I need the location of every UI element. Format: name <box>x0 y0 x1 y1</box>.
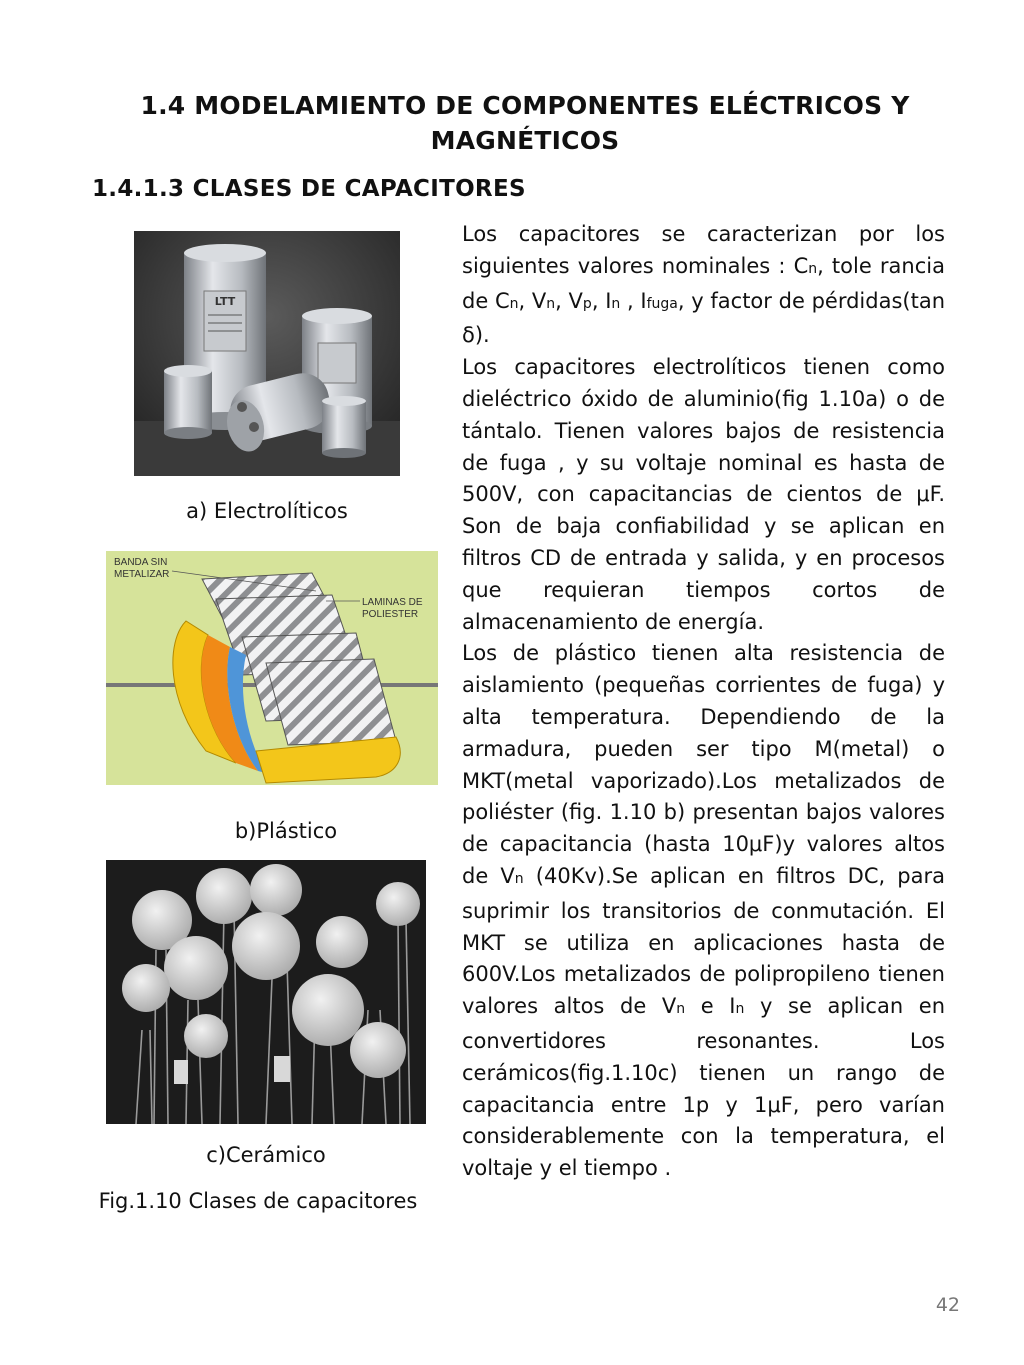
text-run: , V <box>555 288 583 313</box>
text-run: Los de plástico tienen alta resistencia de aislamiento (pequeñas corrientes de fuga) y alta temperatura. Dependiendo de la armadura, pueden ser tipo M(metal) o MKT(metal vaporizado).Los metalizados de poliéster (fig. 1.10 b) presentan bajos valores de capacitancia (hasta 10μF)y valores altos de V <box>462 641 945 888</box>
ceramic-capacitors-photo <box>106 860 426 1124</box>
text-run: , y factor de pérdidas(tan δ). <box>462 288 946 348</box>
text-run: Los capacitores se caracterizan por los siguientes valores nominales : C <box>462 222 945 278</box>
section-heading <box>120 88 930 158</box>
text-run: , I <box>591 288 612 313</box>
text-run: (40Kv).Se aplican en filtros DC, para suprimir los transitorios de conmutación. El MKT se utiliza en aplicaciones hasta de 600V.Los metalizados de polipropileno tienen valores altos de V <box>462 863 945 1019</box>
paragraph-plastic-ceramic <box>462 638 945 1185</box>
subscript: n <box>509 295 519 312</box>
page-number: 42 <box>935 1294 960 1316</box>
subscript: n <box>611 295 621 312</box>
text-run: e I <box>685 994 736 1019</box>
label-banda-line-2: METALIZAR <box>114 569 170 580</box>
subscript: n <box>735 1001 745 1018</box>
label-banda-line-1: BANDA SIN <box>114 557 168 568</box>
text-run: , tole rancia de C <box>462 253 945 313</box>
subscript: n <box>514 870 524 887</box>
subscript: p <box>582 295 592 312</box>
subscript: n <box>676 1001 686 1018</box>
section-heading-line-1: 1.4 MODELAMIENTO DE COMPONENTES ELÉCTRICOS Y <box>140 91 910 120</box>
subscript: fuga <box>646 295 678 312</box>
label-laminas-line-1: LAMINAS DE <box>362 597 423 608</box>
figure-caption: Fig.1.10 Clases de capacitores <box>98 1189 418 1213</box>
capacitor-brand-label: LTT <box>214 295 236 308</box>
text-run: , V <box>518 288 547 313</box>
text-run: , I <box>620 288 647 313</box>
plastic-capacitor-diagram <box>106 551 438 785</box>
caption-ceramic: c)Cerámico <box>206 1143 326 1167</box>
electrolytic-capacitors-photo <box>134 231 400 476</box>
caption-plastic: b)Plástico <box>234 819 338 843</box>
label-laminas-line-2: POLIESTER <box>362 609 419 620</box>
body-text <box>462 219 945 1185</box>
section-heading-line-2: MAGNÉTICOS <box>430 126 620 155</box>
paragraph-electrolytic: Los capacitores electrolíticos tienen como dieléctrico óxido de aluminio(fig 1.10a) o de tántalo. Tienen valores bajos de resistencia de fuga , y su voltaje nominal es hasta de 500V, con capacitancias de cientos de μF. Son de baja confiabilidad y se aplican en filtros CD de entrada y salida, y en procesos que requieran tiempos cortos de almacenamiento de energía. <box>462 355 945 634</box>
subsection-heading: 1.4.1.3 CLASES DE CAPACITORES <box>92 176 526 202</box>
text-run: y se aplican en convertidores resonantes. Los cerámicos(fig.1.10c) tienen un rango de capacitancia entre 1p y 1μF, pero varían considerablemente con la temperatura, el voltaje y el tiempo . <box>462 994 945 1181</box>
caption-electrolytic: a) Electrolíticos <box>186 499 348 523</box>
paragraph-nominal-values <box>462 219 945 352</box>
subscript: n <box>808 260 818 277</box>
subscript: n <box>546 295 556 312</box>
